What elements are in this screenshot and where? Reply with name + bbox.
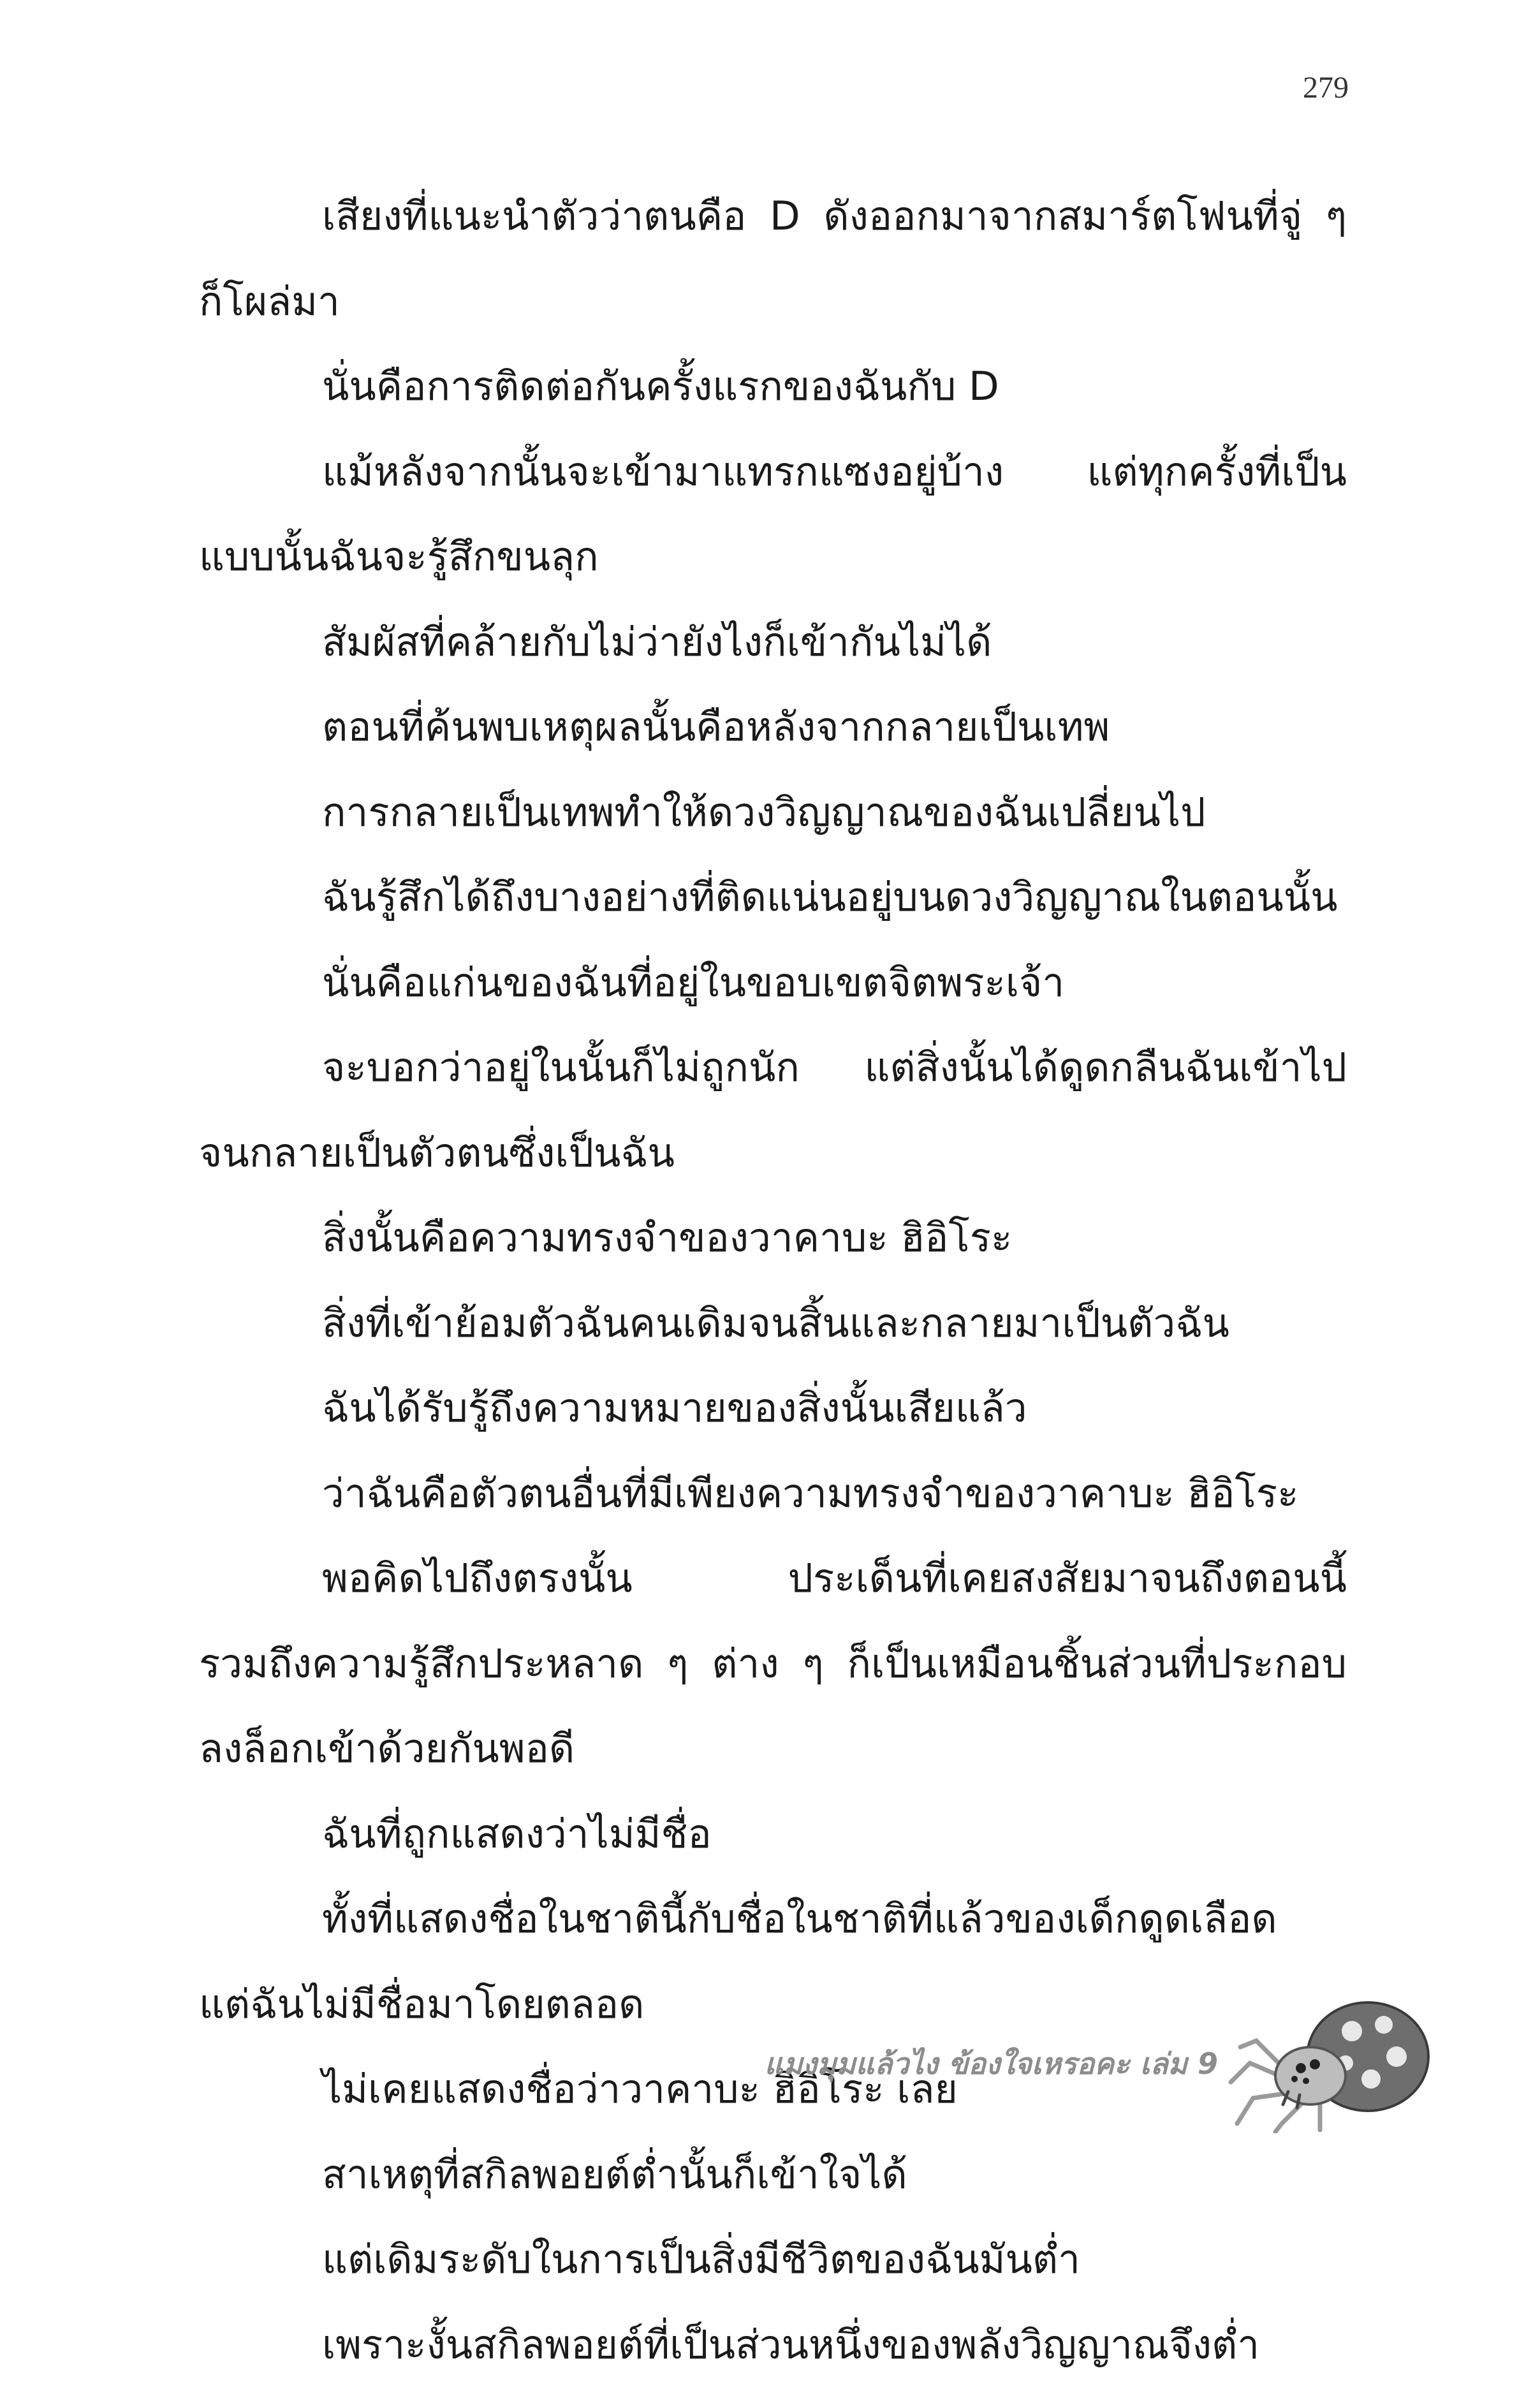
text-line: พอคิดไปถึงตรงนั้น ประเด็นที่เคยสงสัยมาจนถึงตอนนี้ [199,1536,1347,1621]
text-line: จะบอกว่าอยู่ในนั้นก็ไม่ถูกนัก แต่สิ่งนั้นได้ดูดกลืนฉันเข้าไป [199,1025,1347,1110]
text-line: แบบนั้นฉันจะรู้สึกขนลุก [199,514,1347,599]
text-line: สิ่งที่เข้าย้อมตัวฉันคนเดิมจนสิ้นและกลายมาเป็นตัวฉัน [199,1281,1347,1366]
text-line: สาเหตุที่สกิลพอยต์ต่ำนั้นก็เข้าใจได้ [199,2132,1347,2217]
text-line: สัมผัสที่คล้ายกับไม่ว่ายังไงก็เข้ากันไม่ได้ [199,599,1347,685]
text-line: สิ่งนั้นคือความทรงจำของวาคาบะ ฮิอิโระ [199,1195,1347,1281]
text-line: ฉันที่ถูกแสดงว่าไม่มีชื่อ [199,1791,1347,1877]
footer-book-title: แมงมุมแล้วไง ข้องใจเหรอคะ เล่ม 9 [727,2041,1218,2087]
text-line: แต่ฉันไม่มีชื่อมาโดยตลอด [199,1962,1347,2047]
text-line: ทั้งที่แสดงชื่อในชาตินี้กับชื่อในชาติที่แล้วของเด็กดูดเลือด [199,1876,1347,1962]
page-number: 279 [1303,70,1349,105]
text-line: นั่นคือการติดต่อกันครั้งแรกของฉันกับ D [199,344,1347,429]
text-line: ฉันรู้สึกได้ถึงบางอย่างที่ติดแน่นอยู่บนดวงวิญญาณในตอนนั้น [199,855,1347,940]
text-line: ว่าฉันคือตัวตนอื่นที่มีเพียงความทรงจำของวาคาบะ ฮิอิโระ [199,1451,1347,1536]
text-line: แต่เดิมระดับในการเป็นสิ่งมีชีวิตของฉันมันต่ำ [199,2217,1347,2302]
text-line: ไม่เคยแสดงชื่อว่าวาคาบะ ฮิอิโระ เลย [199,2046,1347,2132]
text-line: แม้หลังจากนั้นจะเข้ามาแทรกแซงอยู่บ้าง แต่ทุกครั้งที่เป็น [199,429,1347,515]
text-line: ลงล็อกเข้าด้วยกันพอดี [199,1706,1347,1791]
text-line: ตอนที่ค้นพบเหตุผลนั้นคือหลังจากกลายเป็นเทพ [199,684,1347,770]
text-line: รวมถึงความรู้สึกประหลาด ๆ ต่าง ๆ ก็เป็นเหมือนชิ้นส่วนที่ประกอบ [199,1621,1347,1707]
text-line: การกลายเป็นเทพทำให้ดวงวิญญาณของฉันเปลี่ยนไป [199,770,1347,855]
text-line: นั่นคือแก่นของฉันที่อยู่ในขอบเขตจิตพระเจ้า [199,940,1347,1025]
text-line: ฉันได้รับรู้ถึงความหมายของสิ่งนั้นเสียแล้ว [199,1365,1347,1451]
text-line: เพราะงั้นสกิลพอยต์ที่เป็นส่วนหนึ่งของพลังวิญญาณจึงต่ำ [199,2302,1347,2387]
spider-mascot-icon [1224,1987,1435,2133]
text-line: จนกลายเป็นตัวตนซึ่งเป็นฉัน [199,1110,1347,1196]
text-line: ก็โผล่มา [199,259,1347,344]
text-line: เสียงที่แนะนำตัวว่าตนคือ D ดังออกมาจากสมาร์ตโฟนที่จู่ ๆ [199,173,1347,259]
